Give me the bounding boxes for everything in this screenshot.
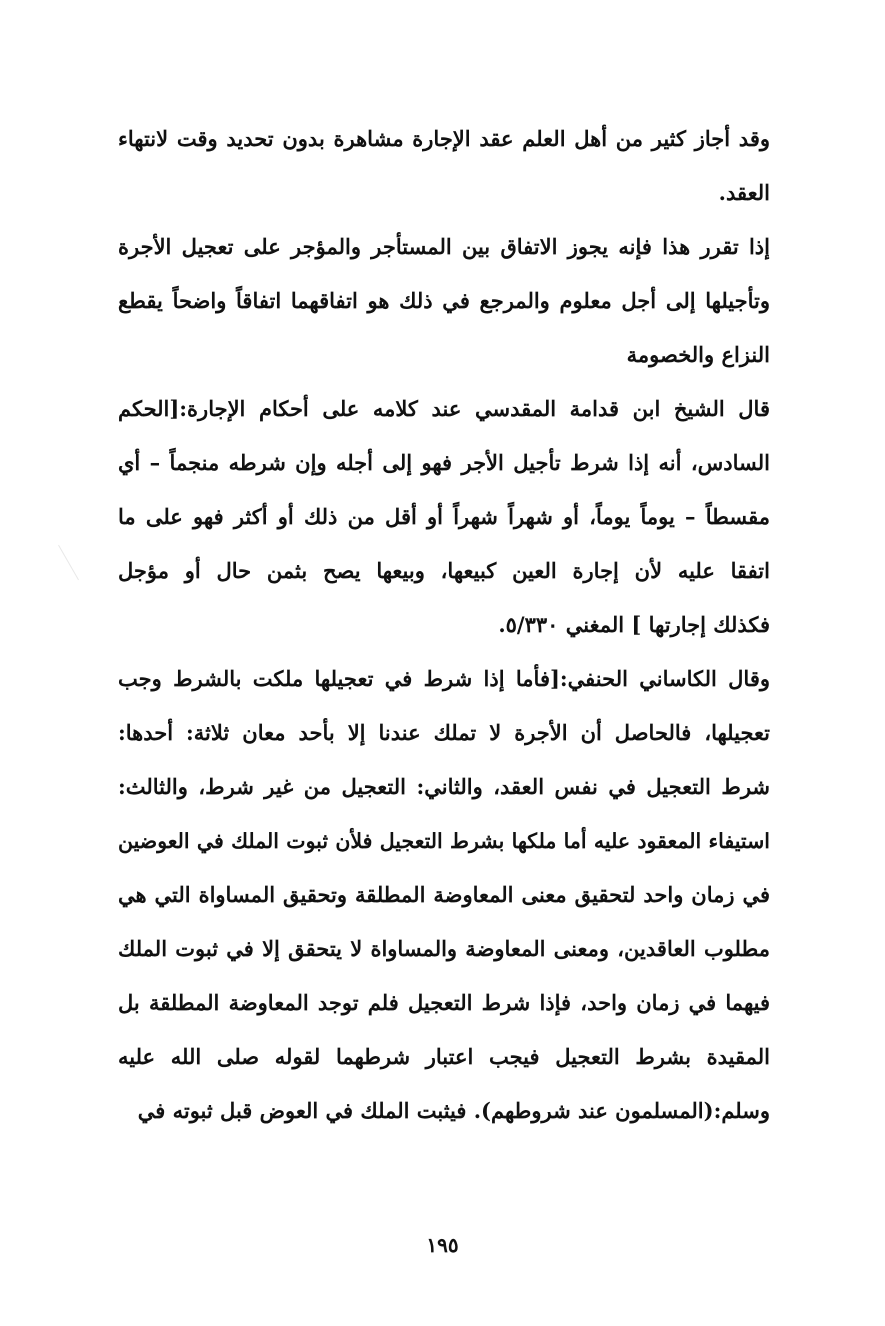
body-text	[118, 112, 770, 1138]
page-edge-shadow	[58, 530, 105, 580]
text-line: السادس، أنه إذا شرط تأجيل الأجر فهو إلى أجله وإن شرطه منجماً – أي	[118, 450, 770, 475]
text-line: وسلم:(المسلمون عند شروطهم). فيثبت الملك في العوض قبل ثبوته في	[137, 1098, 770, 1123]
text-line: قال الشيخ ابن قدامة المقدسي عند كلامه على أحكام الإجارة:[الحكم	[118, 396, 770, 421]
text-line: شرط التعجيل في نفس العقد، والثاني: التعجيل من غير شرط، والثالث:	[118, 774, 770, 799]
text-line: مطلوب العاقدين، ومعنى المعاوضة والمساواة لا يتحقق إلا في ثبوت الملك	[118, 936, 770, 961]
text-line: المقيدة بشرط التعجيل فيجب اعتبار شرطهما لقوله صلى الله عليه	[118, 1044, 770, 1069]
text-line: فكذلك إجارتها ] المغني ٥/٣٣٠.	[498, 612, 770, 637]
text-line: استيفاء المعقود عليه أما ملكها بشرط التعجيل فلأن ثبوت الملك في العوضين	[118, 829, 770, 853]
text-line: العقد.	[718, 180, 770, 205]
text-line: إذا تقرر هذا فإنه يجوز الاتفاق بين المستأجر والمؤجر على تعجيل الأجرة	[118, 234, 770, 259]
text-line: تعجيلها، فالحاصل أن الأجرة لا تملك عندنا إلا بأحد معان ثلاثة: أحدها:	[118, 720, 770, 745]
text-line: النزاع والخصومة	[626, 342, 770, 367]
text-line: في زمان واحد لتحقيق معنى المعاوضة المطلقة وتحقيق المساواة التي هي	[118, 882, 770, 907]
text-line: وتأجيلها إلى أجل معلوم والمرجع في ذلك هو اتفاقهما اتفاقاً واضحاً يقطع	[118, 288, 770, 313]
text-line: فيهما في زمان واحد، فإذا شرط التعجيل فلم توجد المعاوضة المطلقة بل	[118, 990, 770, 1015]
page-number: ١٩٥	[426, 1233, 459, 1257]
text-line: مقسطاً – يوماً يوماً، أو شهراً شهراً أو أقل من ذلك أو أكثر فهو على ما	[118, 504, 770, 529]
text-line: وقال الكاساني الحنفي:[فأما إذا شرط في تعجيلها ملكت بالشرط وجب	[118, 666, 770, 691]
text-line: وقد أجاز كثير من أهل العلم عقد الإجارة مشاهرة بدون تحديد وقت لانتهاء	[118, 126, 770, 151]
text-line: اتفقا عليه لأن إجارة العين كبيعها، وبيعها يصح بثمن حال أو مؤجل	[118, 558, 770, 583]
